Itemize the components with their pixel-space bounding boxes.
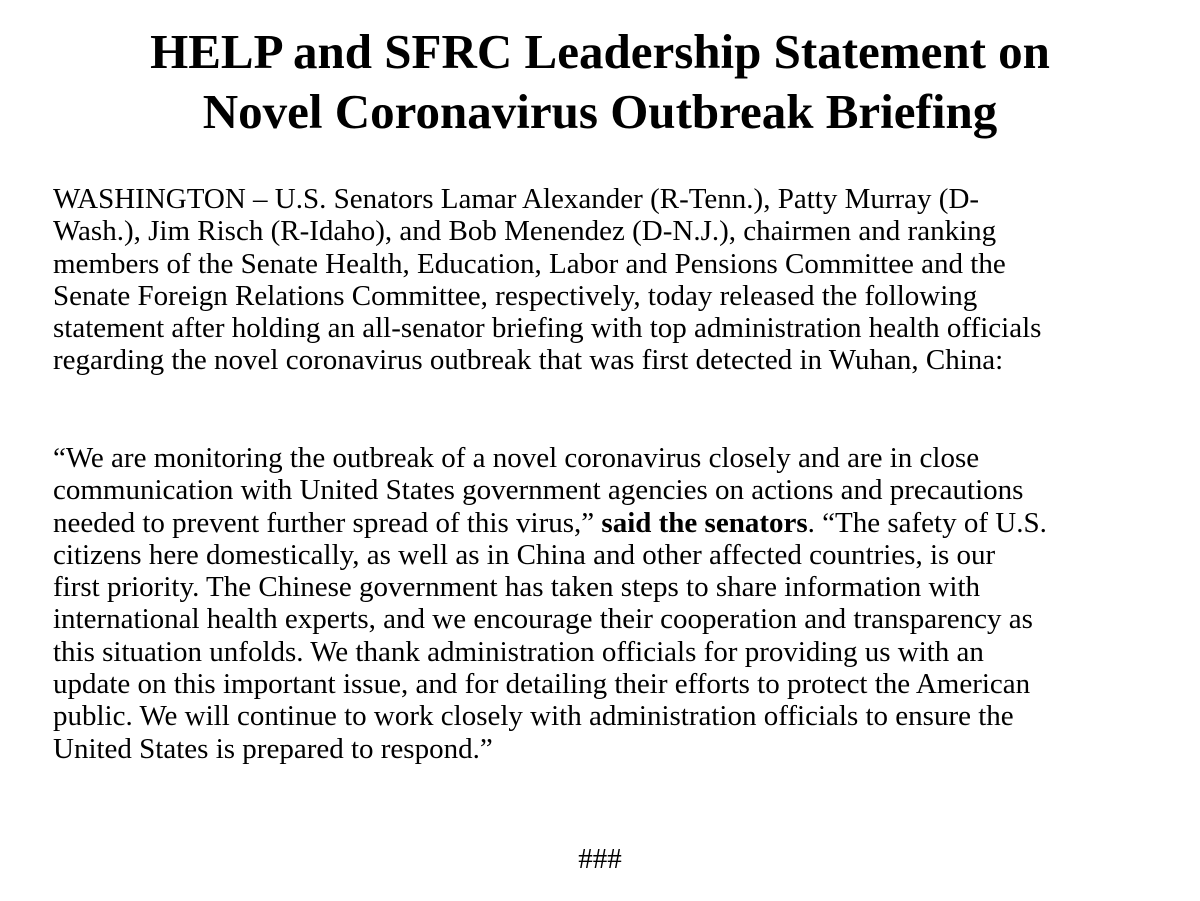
- quote-line: United States is prepared to respond.”: [53, 732, 493, 765]
- intro-line: Senate Foreign Relations Committee, respectively, today released the following: [53, 279, 978, 312]
- quote-line: this situation unfolds. We thank administration officials for providing us with an: [53, 635, 984, 668]
- quote-line: update on this important issue, and for detailing their efforts to protect the American: [53, 668, 1031, 701]
- quote-line: “We are monitoring the outbreak of a novel coronavirus closely and are in close: [53, 442, 980, 474]
- end-mark: ###: [578, 843, 622, 875]
- intro-line: WASHINGTON – U.S. Senators Lamar Alexander (R-Tenn.), Patty Murray (D-: [53, 183, 980, 215]
- intro-line: Wash.), Jim Risch (R-Idaho), and Bob Menendez (D-N.J.), chairmen and ranking: [53, 215, 997, 248]
- quote-text: needed to prevent further spread of this virus,”: [53, 506, 602, 539]
- intro-paragraph: [53, 183, 1163, 377]
- quote-line-attribution: [53, 507, 1163, 539]
- page-title: [0, 22, 1200, 142]
- title-line: HELP and SFRC Leadership Statement on: [150, 24, 1050, 79]
- quote-text: . “The safety of U.S.: [807, 506, 1047, 539]
- quote-line: public. We will continue to work closely with administration officials to ensure the: [53, 700, 1014, 733]
- intro-line: regarding the novel coronavirus outbreak that was first detected in Wuhan, China:: [53, 344, 1004, 377]
- intro-line: members of the Senate Health, Education, Labor and Pensions Committee and the: [53, 247, 1006, 280]
- attribution-bold: said the senators: [601, 506, 808, 539]
- quote-paragraph: [53, 442, 1163, 765]
- title-line: Novel Coronavirus Outbreak Briefing: [202, 84, 998, 139]
- intro-line: statement after holding an all-senator briefing with top administration health officials: [53, 312, 1042, 345]
- quote-line: first priority. The Chinese government has taken steps to share information with: [53, 571, 980, 604]
- quote-line: communication with United States government agencies on actions and precautions: [53, 474, 1024, 507]
- quote-line: citizens here domestically, as well as in China and other affected countries, is our: [53, 538, 996, 571]
- quote-line: international health experts, and we encourage their cooperation and transparency as: [53, 603, 1033, 636]
